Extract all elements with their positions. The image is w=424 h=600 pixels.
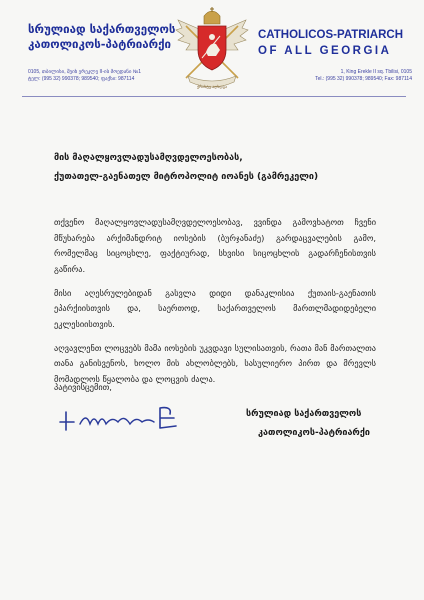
addressee-block: [54, 149, 384, 187]
english-title-line1: CATHOLICOS-PATRIARCH: [258, 29, 404, 41]
addressee-line2: ქუთათელ-გაენათელ მიტროპოლიტ იოანეს (გამრეკელი): [54, 172, 319, 182]
georgian-address: 0105, თბილისი, შეიხ ერეკლე II-ის მოედანი №1: [28, 69, 142, 75]
georgian-phones: ტელ: (995 32) 990378; 989540; ფაქსი: 987114: [28, 76, 135, 82]
english-title-line2: OF ALL GEORGIA: [258, 45, 392, 57]
body-paragraph: თქვენო მაღალყოვლადუსამღვდელოესობავ, ვვინდა გამოვხატოთ ჩვენი მწუხარება არქიმანდრიტ იოსების (ბურჯანაძე) გარდაცვალების გამო, რომელმაც სიცოცხლე, ფაქტიურად, სხვისი სიცოცხლის გადარჩენისთვის გაწირა.: [54, 217, 376, 274]
signatory-line2: კათოლიკოს-პატრიარქი: [258, 428, 370, 438]
georgian-title-line1: სრულიად საქართველოს: [28, 22, 176, 36]
georgian-title-line2: კათოლიკოს-პატრიარქი: [28, 37, 172, 51]
body-paragraph: მისი აღესრულებიდან გასვლა დიდი დანაკლისია ქუთაის-გაენათის ეპარქიისთვის და, საერთოდ, საქართველოს მართლმადიდებელი ეკლესიისთვის.: [54, 287, 376, 329]
closing-salutation: პატივისცემით,: [54, 382, 112, 392]
signatory-title: [246, 405, 406, 443]
handwritten-signature: [42, 400, 192, 434]
emblem-ribbon-text: ქრისტე აღსდგა: [196, 84, 228, 89]
signatory-line1: სრულიად საქართველოს: [246, 409, 362, 419]
english-phones: Tel.: (995 32) 990378; 989540; Fax: 987114: [315, 76, 412, 82]
english-address: 1, King Erekle II sq. Tbilisi, 0105: [340, 69, 412, 75]
patriarchate-emblem-icon: [172, 6, 252, 94]
letter-body: [54, 215, 376, 396]
letterhead-divider: [22, 96, 406, 97]
letterhead-english-title: [258, 27, 408, 59]
body-paragraph: აღვავლენთ ლოცვებს მამა იოსების უკვდავი სულისათვის, რათა მან მართალთა თანა განისვენოს, ხოლო მის ახლობლებს, სასულიერო პირთ და მრევლს მომადლოს წყალობა და ლოცვის ძალა.: [54, 342, 376, 384]
letterhead-english-address: [292, 69, 412, 83]
letterhead-georgian-address: [28, 69, 178, 83]
letterhead-georgian-title: [28, 22, 178, 52]
addressee-line1: მის მაღალყოვლადუსამღვდელოესობას,: [54, 153, 243, 163]
